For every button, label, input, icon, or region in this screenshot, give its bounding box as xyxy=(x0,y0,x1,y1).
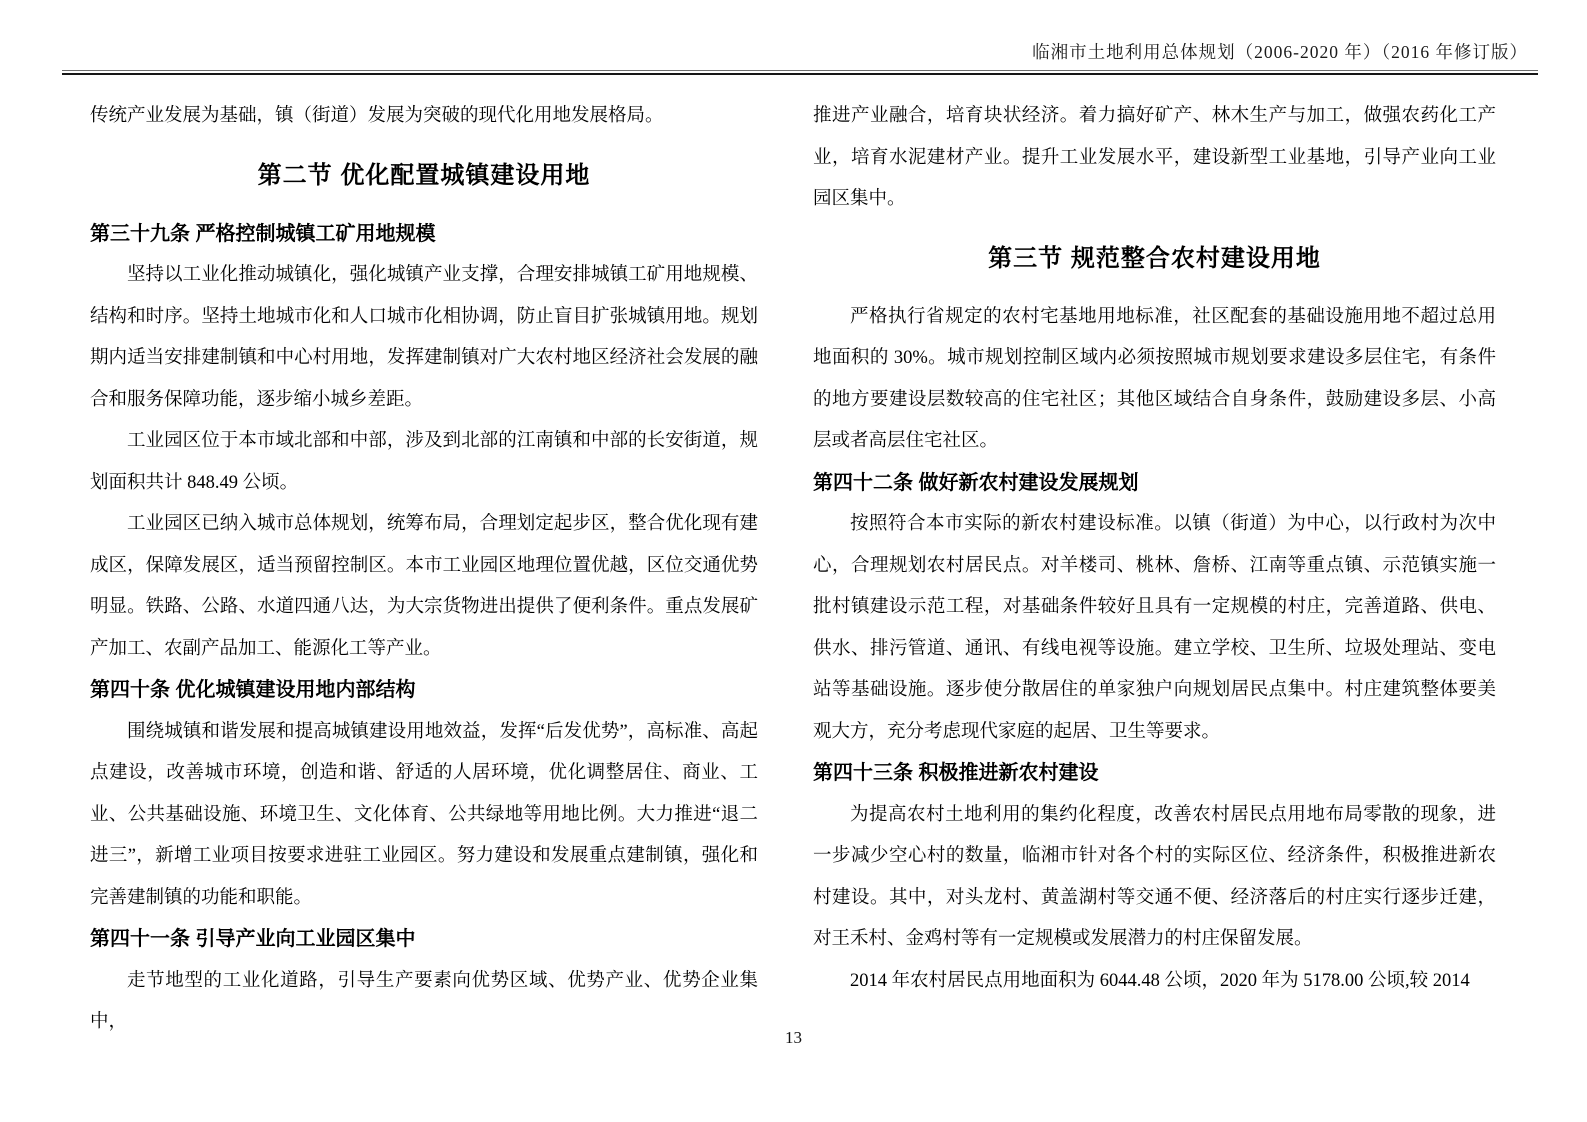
paragraph: 按照符合本市实际的新农村建设标准。以镇（街道）为中心，以行政村为次中心，合理规划农村居民点。对羊楼司、桃林、詹桥、江南等重点镇、示范镇实施一批村镇建设示范工程，对基础条件较好且具有一定规模的村庄，完善道路、供电、供水、排污管道、通讯、有线电视等设施。建立学校、卫生所、垃圾处理站、变电站等基础设施。逐步使分散居住的单家独户向规划居民点集中。村庄建筑整体要美观大方，充分考虑现代家庭的起居、卫生等要求。 xyxy=(813,514,1496,742)
header-rule-thin xyxy=(62,70,1538,71)
paragraph: 围绕城镇和谐发展和提高城镇建设用地效益，发挥“后发优势”，高标准、高起点建设，改善城市环境，创造和谐、舒适的人居环境，优化调整居住、商业、工业、公共基础设施、环境卫生、文化体育、公共绿地等用地比例。大力推进“退二进三”，新增工业项目按要求进驻工业园区。努力建设和发展重点建制镇，强化和完善建制镇的功能和职能。 xyxy=(90,721,758,908)
section-heading-2: 第二节 优化配置城镇建设用地 xyxy=(257,161,591,189)
page-header xyxy=(62,40,1538,75)
continuation-paragraph: 传统产业发展为基础，镇（街道）发展为突破的现代化用地发展格局。 xyxy=(90,106,664,126)
page-footer xyxy=(0,1028,1587,1048)
header-title: 临湘市土地利用总体规划（2006-2020 年）（2016 年修订版） xyxy=(1032,42,1528,62)
continuation-paragraph: 推进产业融合，培育块状经济。着力搞好矿产、林木生产与加工，做强农药化工产业，培育水泥建材产业。提升工业发展水平，建设新型工业基地，引导产业向工业园区集中。 xyxy=(813,106,1496,209)
header-rule-thick xyxy=(62,73,1538,76)
section-heading-3: 第三节 规范整合农村建设用地 xyxy=(988,244,1321,272)
article-heading-41: 第四十一条 引导产业向工业园区集中 xyxy=(90,928,416,950)
article-heading-42: 第四十二条 做好新农村建设发展规划 xyxy=(813,471,1139,494)
left-column xyxy=(90,96,758,1044)
right-column xyxy=(813,96,1496,1044)
paragraph: 走节地型的工业化道路，引导生产要素向优势区域、优势产业、优势企业集中， xyxy=(90,970,758,1032)
paragraph: 为提高农村土地利用的集约化程度，改善农村居民点用地布局零散的现象，进一步减少空心村的数量，临湘市针对各个村的实际区位、经济条件，积极推进新农村建设。其中，对头龙村、黄盖湖村等交通不便、经济落后的村庄实行逐步迁建，对王禾村、金鸡村等有一定规模或发展潜力的村庄保留发展。 xyxy=(813,804,1496,949)
paragraph: 严格执行省规定的农村宅基地用地标准，社区配套的基础设施用地不超过总用地面积的 30%。城市规划控制区域内必须按照城市规划要求建设多层住宅，有条件的地方要建设层数较高的住宅社区；其他区域结合自身条件，鼓励建设多层、小高层或者高层住宅社区。 xyxy=(813,306,1496,451)
paragraph: 坚持以工业化推动城镇化，强化城镇产业支撑，合理安排城镇工矿用地规模、结构和时序。坚持土地城市化和人口城市化相协调，防止盲目扩张城镇用地。规划期内适当安排建制镇和中心村用地，发挥建制镇对广大农村地区经济社会发展的融合和服务保障功能，逐步缩小城乡差距。 xyxy=(90,265,758,410)
article-heading-40: 第四十条 优化城镇建设用地内部结构 xyxy=(90,679,416,701)
paragraph: 2014 年农村居民点用地面积为 6044.48 公顷，2020 年为 5178.00 公顷,较 2014 xyxy=(850,970,1470,991)
page-number: 13 xyxy=(785,1028,802,1047)
article-heading-39: 第三十九条 严格控制城镇工矿用地规模 xyxy=(90,222,436,245)
paragraph: 工业园区位于本市域北部和中部，涉及到北部的江南镇和中部的长安街道，规划面积共计 848.49 公顷。 xyxy=(90,431,758,493)
two-column-layout xyxy=(90,96,1496,1044)
article-heading-43: 第四十三条 积极推进新农村建设 xyxy=(813,762,1099,784)
paragraph: 工业园区已纳入城市总体规划，统筹布局，合理划定起步区，整合优化现有建成区，保障发展区，适当预留控制区。本市工业园区地理位置优越，区位交通优势明显。铁路、公路、水道四通八达，为大宗货物进出提供了便利条件。重点发展矿产加工、农副产品加工、能源化工等产业。 xyxy=(90,514,758,659)
